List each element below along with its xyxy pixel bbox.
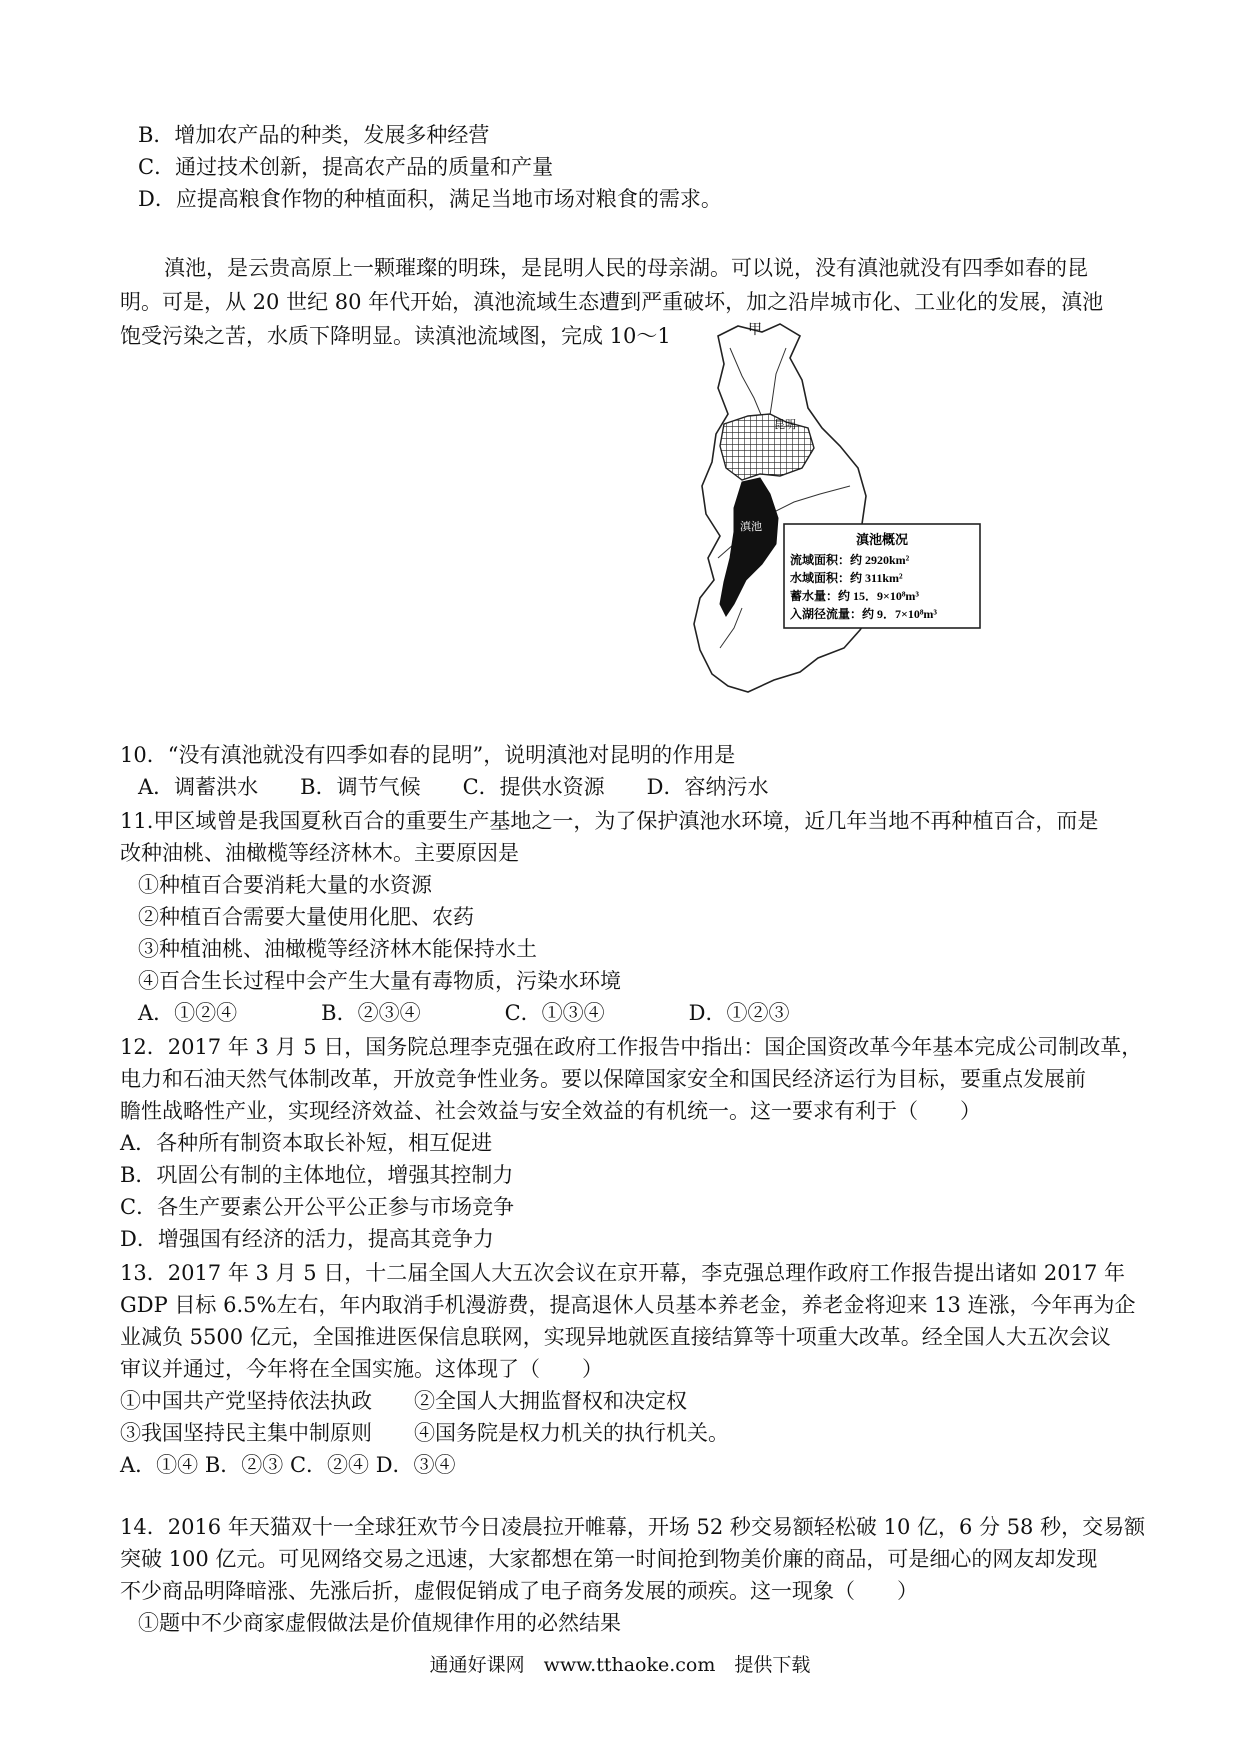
q12-option-c: C．各生产要素公开公平公正参与市场竞争 xyxy=(120,1195,515,1219)
q12-stem-3: 瞻性战略性产业，实现经济效益、社会效益与安全效益的有机统一。这一要求有利于（ ） xyxy=(120,1099,981,1123)
q12-stem-1: 12．2017 年 3 月 5 日，国务院总理李克强在政府工作报告中指出：国企国资改革今年基本完成公司制改革， xyxy=(120,1035,1143,1059)
label-jia: 甲 xyxy=(748,323,762,338)
q13-stem-4: 审议并通过，今年将在全国实施。这体现了（ ） xyxy=(120,1357,603,1381)
q10-stem: 10．“没有滇池就没有四季如春的昆明”，说明滇池对昆明的作用是 xyxy=(120,743,736,767)
q11-options: A．①②④ B．②③④ C．①③④ D．①②③ xyxy=(138,1001,790,1025)
option-c: C．通过技术创新，提高农产品的质量和产量 xyxy=(138,155,554,179)
basin-outline xyxy=(694,324,874,692)
q11-item-4: ④百合生长过程中会产生大量有毒物质，污染水环境 xyxy=(138,969,621,993)
info-line-4: 入湖径流量：约 9．7×10⁸m³ xyxy=(790,607,938,621)
passage-line-3: 饱受污染之苦，水质下降明显。读滇池流域图，完成 10～1 xyxy=(120,324,671,348)
info-line-1: 流域面积：约 2920km² xyxy=(790,553,910,567)
label-kunming: 昆明 xyxy=(774,419,796,431)
passage-line-2: 明。可是，从 20 世纪 80 年代开始，滇池流域生态遭到严重破坏，加之沿岸城市化、工业化的发展，滇池 xyxy=(120,290,1104,314)
q14-stem-2: 突破 100 亿元。可见网络交易之迅速，大家都想在第一时间抢到物美价廉的商品，可是细心的网友却发现 xyxy=(120,1547,1098,1571)
info-title: 滇池概况 xyxy=(855,532,909,547)
q12-option-b: B．巩固公有制的主体地位，增强其控制力 xyxy=(120,1163,514,1187)
page-footer: 通通好课网 www.tthaoke.com 提供下载 xyxy=(429,1654,811,1676)
option-d: D．应提高粮食作物的种植面积，满足当地市场对粮食的需求。 xyxy=(138,187,722,211)
option-b: B．增加农产品的种类，发展多种经营 xyxy=(138,123,490,147)
q12-option-a: A．各种所有制资本取长补短，相互促进 xyxy=(120,1131,493,1155)
passage-line-1: 滇池，是云贵高原上一颗璀璨的明珠，是昆明人民的母亲湖。可以说，没有滇池就没有四季如春的昆 xyxy=(164,256,1088,280)
q11-stem-2: 改种油桃、油橄榄等经济林木。主要原因是 xyxy=(120,841,519,865)
q11-item-3: ③种植油桃、油橄榄等经济林木能保持水土 xyxy=(138,937,537,961)
label-dianchi: 滇池 xyxy=(740,521,762,533)
info-line-2: 水域面积：约 311km² xyxy=(790,571,903,585)
q11-item-2: ②种植百合需要大量使用化肥、农药 xyxy=(138,905,474,929)
dianchi-basin-map xyxy=(690,318,990,698)
q13-items-1-2: ①中国共产党坚持依法执政 ②全国人大拥监督权和决定权 xyxy=(120,1389,687,1413)
q12-stem-2: 电力和石油天然气体制改革，开放竞争性业务。要以保障国家安全和国民经济运行为目标，要重点发展前 xyxy=(120,1067,1086,1091)
q13-items-3-4: ③我国坚持民主集中制原则 ④国务院是权力机关的执行机关。 xyxy=(120,1421,729,1445)
info-line-3: 蓄水量：约 15．9×10⁸m³ xyxy=(790,589,920,603)
q14-stem-1: 14．2016 年天猫双十一全球狂欢节今日凌晨拉开帷幕，开场 52 秒交易额轻松破 10 亿，6 分 58 秒，交易额 xyxy=(120,1515,1146,1539)
q13-stem-2: GDP 目标 6.5%左右，年内取消手机漫游费，提高退休人员基本养老金，养老金将迎来 13 连涨，今年再为企 xyxy=(120,1293,1136,1317)
q11-item-1: ①种植百合要消耗大量的水资源 xyxy=(138,873,432,897)
q14-stem-3: 不少商品明降暗涨、先涨后折，虚假促销成了电子商务发展的顽疾。这一现象（ ） xyxy=(120,1579,918,1603)
map-svg xyxy=(690,318,990,698)
q13-stem-3: 业减负 5500 亿元，全国推进医保信息联网，实现异地就医直接结算等十项重大改革。经全国人大五次会议 xyxy=(120,1325,1111,1349)
q10-options: A．调蓄洪水 B．调节气候 C．提供水资源 D．容纳污水 xyxy=(138,775,769,799)
q13-options: A．①④ B．②③ C．②④ D．③④ xyxy=(120,1453,456,1477)
q14-item-1: ①题中不少商家虚假做法是价值规律作用的必然结果 xyxy=(138,1611,621,1635)
q13-stem-1: 13．2017 年 3 月 5 日，十二届全国人大五次会议在京开幕，李克强总理作政府工作报告提出诸如 2017 年 xyxy=(120,1261,1126,1285)
q12-option-d: D．增强国有经济的活力，提高其竞争力 xyxy=(120,1227,494,1251)
q11-stem-1: 11.甲区域曾是我国夏秋百合的重要生产基地之一，为了保护滇池水环境，近几年当地不再种植百合，而是 xyxy=(120,809,1099,833)
